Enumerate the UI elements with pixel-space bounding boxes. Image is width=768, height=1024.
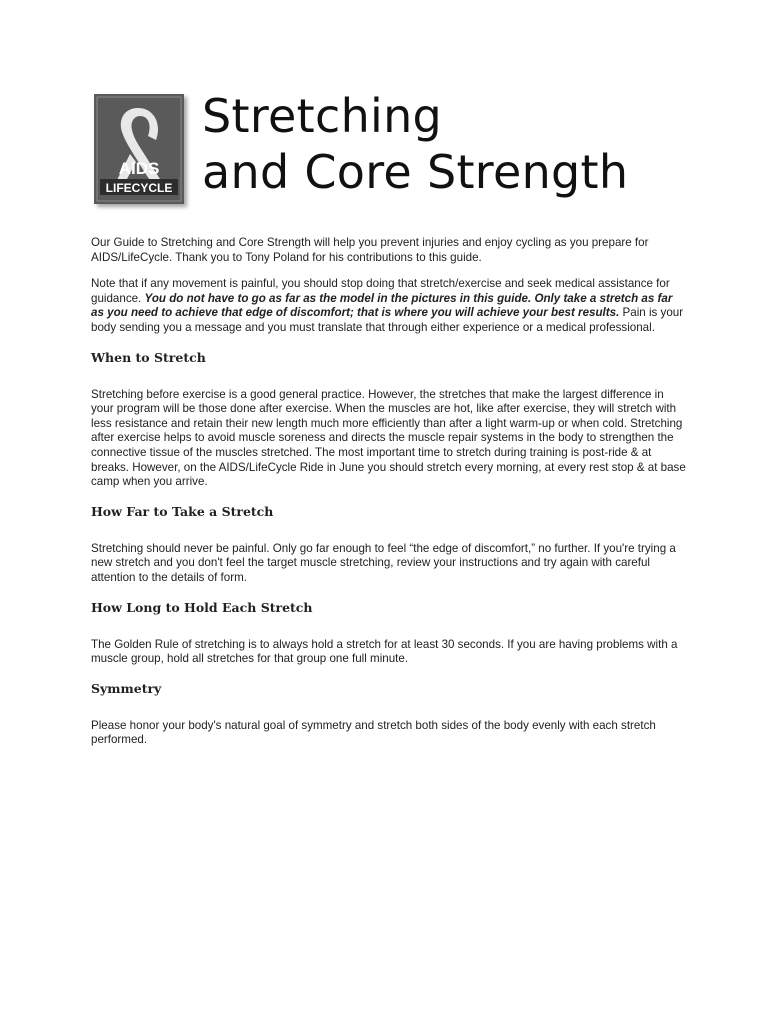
section-body-when-to-stretch: Stretching before exercise is a good general practice. However, the stretches that make the largest difference in your program will be those done after exercise. When the muscles are hot, like after exercise, they will stretch with less resistance and retain their new length much more efficiently than after a light warm-up or when cold. Stretching after exercise helps to avoid muscle soreness and directs the muscle repair systems in the body to strengthen the connective tissue of the muscles stretched. The most important time to stretch during training is post-ride & at breaks. However, on the AIDS/LifeCycle Ride in June you should stretch every morning, at every rest stop & at base camp when you arrive. bbox=[91, 387, 686, 489]
note-text-end: Pain is your body sending you a message and you must translate that through either experience or a medical professional. bbox=[91, 306, 684, 334]
logo-text-line1: AIDS bbox=[118, 159, 160, 178]
section-body-symmetry: Please honor your body's natural goal of symmetry and stretch both sides of the body evenly with each stretch performed. bbox=[91, 718, 656, 747]
document-header bbox=[94, 88, 694, 218]
section-heading-symmetry: Symmetry bbox=[91, 680, 162, 696]
section-heading-when-to-stretch: When to Stretch bbox=[91, 349, 206, 365]
note-paragraph bbox=[91, 277, 687, 335]
section-heading-how-far: How Far to Take a Stretch bbox=[91, 503, 274, 519]
intro-paragraph: Our Guide to Stretching and Core Strength will help you prevent injuries and enjoy cycling as you prepare for AIDS/LifeCycle. Thank you to Tony Poland for his contributions to this guide. bbox=[91, 236, 649, 264]
aids-lifecycle-logo bbox=[94, 94, 184, 204]
section-heading-how-long: How Long to Hold Each Stretch bbox=[91, 599, 313, 615]
note-emphasis: You do not have to go as far as the model in the pictures in this guide. Only take a stretch as far as you need to achieve that edge of discomfort; that is where you will achieve your best results. bbox=[91, 291, 673, 320]
section-body-how-long: The Golden Rule of stretching is to always hold a stretch for at least 30 seconds. If you are having problems with a muscle group, hold all stretches for that group one full minute. bbox=[91, 637, 678, 666]
section-body-how-far: Stretching should never be painful. Only go far enough to feel “the edge of discomfort,” no further. If you're trying a new stretch and you don't feel the target muscle stretching, review your instructions and try again with careful attention to the details of form. bbox=[91, 541, 676, 584]
document-title bbox=[202, 88, 628, 200]
logo-text-line2: LIFECYCLE bbox=[105, 181, 173, 195]
title-line-1: Stretching bbox=[202, 89, 443, 143]
note-text-start: Note that if any movement is painful, you should stop doing that stretch/exercise and seek medical assistance for guidance. bbox=[91, 277, 670, 305]
title-line-2: and Core Strength bbox=[202, 145, 629, 199]
document-body bbox=[91, 236, 687, 760]
